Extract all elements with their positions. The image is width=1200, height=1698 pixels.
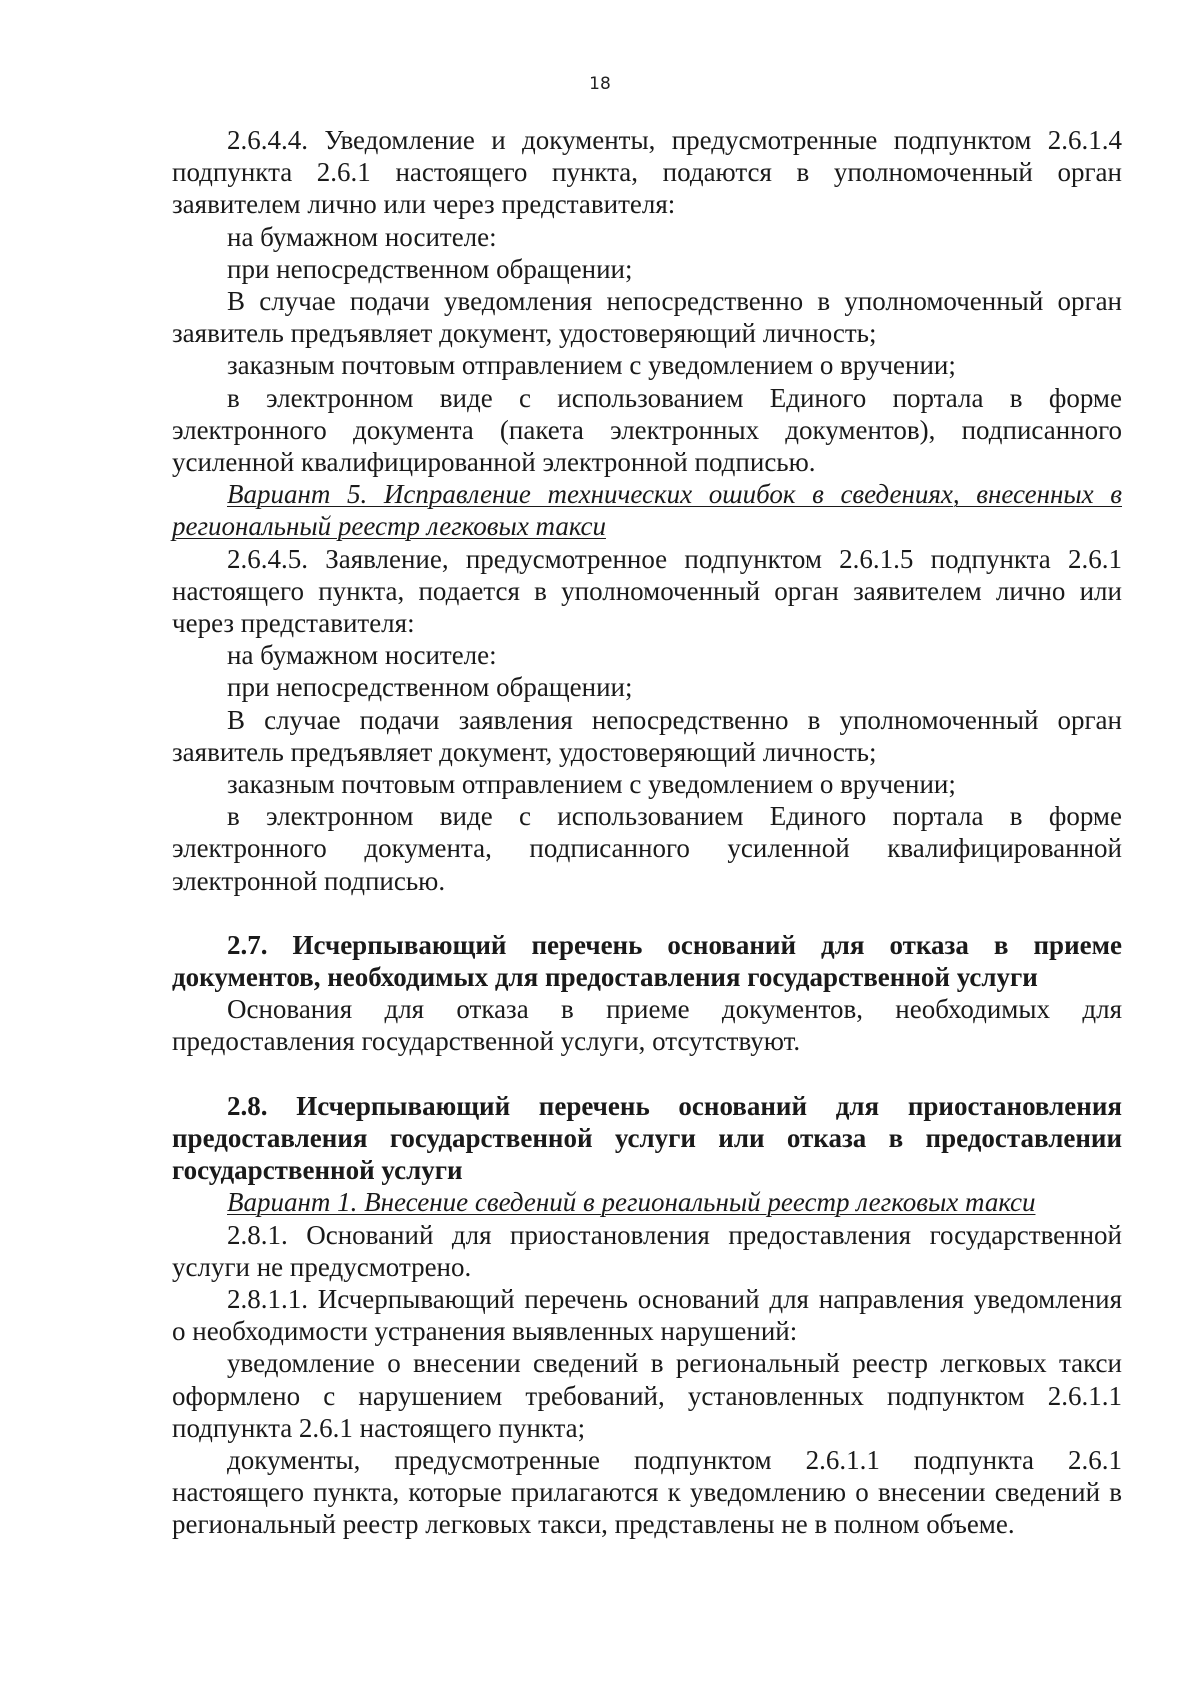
paragraph-2-8-1: 2.8.1. Оснований для приостановления предоставления государственной услуги не предусмотрено. — [172, 1219, 1122, 1282]
paragraph-2-8-1-1: 2.8.1.1. Исчерпывающий перечень оснований для направления уведомления о необходимости устранения выявленных нарушений: — [172, 1283, 1122, 1347]
list-item-direct-appeal: при непосредственном обращении; — [227, 253, 633, 284]
paragraph-identity-document: В случае подачи уведомления непосредственно в уполномоченный орган заявитель предъявляет документ, удостоверяющий личность; — [172, 286, 1122, 349]
list-item-paper: на бумажном носителе: — [227, 221, 497, 252]
section-2-8-heading: 2.8. Исчерпывающий перечень оснований для приостановления предоставления государственной услуги или отказа в предоставлении государственной услуги — [172, 1090, 1122, 1186]
section-2-7-heading: 2.7. Исчерпывающий перечень оснований для отказа в приеме документов, необходимых для предоставления государственной услуги — [172, 929, 1122, 993]
paragraph-2-6-4-4: 2.6.4.4. Уведомление и документы, предусмотренные подпунктом 2.6.1.4 подпункта 2.6.1 настоящего пункта, подаются в уполномоченный орган заявителем лично или через представителя: — [172, 125, 1122, 220]
paragraph-identity-document: В случае подачи заявления непосредственно в уполномоченный орган заявитель предъявляет документ, удостоверяющий личность; — [172, 704, 1122, 767]
variant-1-heading: Вариант 1. Внесение сведений в региональный реестр легковых такси — [227, 1187, 1036, 1218]
list-item-violation: уведомление о внесении сведений в региональный реестр легковых такси оформлено с нарушением требований, установленных подпунктом 2.6.1.1 подпункта 2.6.1 настоящего пункта; — [172, 1348, 1122, 1443]
paragraph-2-6-4-5: 2.6.4.5. Заявление, предусмотренное подпунктом 2.6.1.5 подпункта 2.6.1 настоящего пункта, подается в уполномоченный орган заявителем лично или через представителя: — [172, 543, 1122, 639]
list-item-electronic: в электронном виде с использованием Единого портала в форме электронного документа, подписанного усиленной квалифицированной электронной подписью. — [172, 801, 1122, 896]
list-item-registered-mail: заказным почтовым отправлением с уведомлением о вручении; — [227, 350, 956, 381]
page-number: 18 — [589, 74, 611, 94]
list-item-electronic: в электронном виде с использованием Единого портала в форме электронного документа (пакета электронных документов), подписанного усиленной квалифицированной электронной подписью. — [172, 382, 1122, 478]
paragraph-2-7-body: Основания для отказа в приеме документов, необходимых для предоставления государственной услуги, отсутствуют. — [172, 994, 1122, 1057]
document-body — [172, 124, 1122, 1541]
list-item-incomplete: документы, предусмотренные подпунктом 2.6.1.1 подпункта 2.6.1 настоящего пункта, которые прилагаются к уведомлению о внесении сведений в региональный реестр легковых такси, представлены не в полном объеме. — [172, 1444, 1122, 1540]
list-item-registered-mail: заказным почтовым отправлением с уведомлением о вручении; — [227, 769, 956, 800]
list-item-direct-appeal: при непосредственном обращении; — [227, 672, 633, 703]
list-item-paper: на бумажном носителе: — [227, 640, 497, 671]
variant-5-heading: Вариант 5. Исправление технических ошибок в сведениях, внесенных в региональный реестр легковых такси — [172, 479, 1122, 542]
